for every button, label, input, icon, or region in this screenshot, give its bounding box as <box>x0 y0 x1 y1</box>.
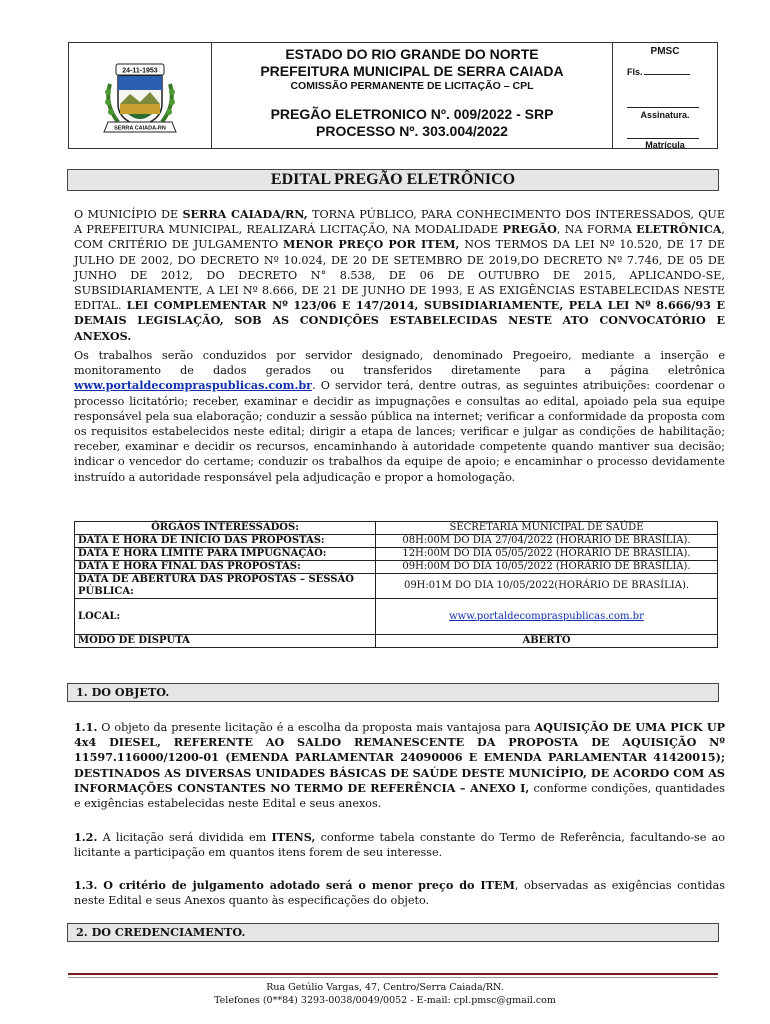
procedure-text: Os trabalhos serão conduzidos por servidor designado, denominado Pregoeiro, mediante a inserção e monitoramento de dados gerados ou transferidos diretamente para a página eletrônica <box>74 349 725 378</box>
item-text: conforme tabela constante do Termo de Referência, facultando-se ao licitante a participação em quantos itens forem de seu interesse. <box>74 831 726 860</box>
intro-text: TORNA PÚBLICO, PARA CONHECIMENTO DOS INTERESSADOS, QUE A PREFEITURA MUNICIPAL, REALIZARÁ LICITAÇÃO, NA MODALIDADE <box>74 208 725 237</box>
procedure-paragraph <box>74 348 725 485</box>
table-key: DATA E HORA LIMITE PARA IMPUGNAÇÃO: <box>75 548 376 561</box>
item-bold: 1.3. O critério de julgamento adotado será o menor preço do ITEM <box>74 878 515 892</box>
item-number: 1.2. <box>74 830 98 844</box>
item-text: conforme condições, quantidades e exigências estabelecidas neste Edital e seus anexos. <box>74 781 725 811</box>
item-number: 1.1. <box>74 720 98 734</box>
footer-divider-thin <box>68 977 718 978</box>
signature-line <box>627 107 699 108</box>
intro-text: O MUNICÍPIO DE <box>74 208 183 221</box>
municipal-coat-of-arms <box>69 43 212 148</box>
header-stamp-box <box>613 43 717 148</box>
table-value: 12H:00M DO DIA 05/05/2022 (HORÁRIO DE BRASÍLIA). <box>376 548 718 561</box>
intro-paragraph <box>74 207 725 344</box>
info-table <box>74 521 718 648</box>
table-row <box>75 522 718 535</box>
footer-divider <box>68 973 718 975</box>
coat-of-arms-icon <box>98 54 182 138</box>
table-key: MODO DE DISPUTA <box>75 635 376 648</box>
table-key: LOCAL: <box>75 599 376 635</box>
table-row <box>75 548 718 561</box>
pmsc-label: PMSC <box>650 46 680 57</box>
table-key: DATA E HORA DE INÍCIO DAS PROPOSTAS: <box>75 535 376 548</box>
item-text: A licitação será dividida em <box>97 831 272 844</box>
portal-link[interactable]: www.portaldecompraspublicas.com.br <box>74 378 313 393</box>
table-key: DATA DE ABERTURA DAS PROPOSTAS – SESSÃO PÚBLICA: <box>75 574 376 599</box>
table-value: SECRETARIA MUNICIPAL DE SAÚDE <box>376 522 718 535</box>
table-value: 08H:00M DO DIA 27/04/2022 (HORÁRIO DE BRASÍLIA). <box>376 535 718 548</box>
table-row <box>75 599 718 635</box>
local-link[interactable]: www.portaldecompraspublicas.com.br <box>449 610 644 622</box>
table-row <box>75 535 718 548</box>
intro-bold: MENOR PREÇO POR ITEM, <box>283 237 460 252</box>
state-title: ESTADO DO RIO GRANDE DO NORTE <box>285 46 539 62</box>
table-key: DATA E HORA FINAL DAS PROPOSTAS: <box>75 561 376 574</box>
intro-text: NOS TERMOS DA LEI Nº 10.520, DE 17 DE JULHO DE 2002, DO DECRETO Nº 10.024, DE 20 DE SETEMBRO DE 2019,DO DECRETO Nº 7.746, DE 05 DE JUNHO DE 2012, DO DECRETO N° 8.538, DE 06 DE OUTUBRO DE 2015, APLICANDO-SE, SUBSIDIARIAMENTE, A LEI Nº 8.666, DE 21 DE JUNHO DE 1993, E AS EXIGÊNCIAS ESTABELECIDAS NESTE EDITAL. <box>74 238 725 313</box>
document-header <box>68 42 718 149</box>
item-1-2 <box>74 830 725 860</box>
item-text: O objeto da presente licitação é a escolha da proposta mais vantajosa para <box>97 721 535 734</box>
process-number: PROCESSO Nº. 303.004/2022 <box>316 123 508 139</box>
commission-title: COMISSÃO PERMANENTE DE LICITAÇÃO – CPL <box>290 80 534 92</box>
table-value: 09H:00M DO DIA 10/05/2022 (HORÁRIO DE BRASÍLIA). <box>376 561 718 574</box>
intro-bold: PREGÃO <box>502 222 557 237</box>
footer-contacts: Telefones (0**84) 3293-0038/0049/0052 - E-mail: cpl.pmsc@gmail.com <box>214 995 556 1006</box>
edital-title: EDITAL PREGÃO ELETRÔNICO <box>67 169 719 191</box>
intro-text: , NA FORMA <box>556 223 637 237</box>
intro-bold: ELETRÔNICA <box>636 222 722 237</box>
intro-bold: SERRA CAIADA/RN, <box>182 207 308 221</box>
intro-text: , COM CRITÉRIO DE JULGAMENTO <box>74 223 725 252</box>
table-row <box>75 561 718 574</box>
procedure-text: . O servidor terá, dentre outras, as seguintes atribuições: coordenar o processo licitatório; receber, examinar e decidir as impugnações e consultas ao edital, apoiado pela sua equipe responsável pela sua elaboração; conduzir a sessão pública na internet; verificar a conformidade da proposta com os requisitos estabelecidos neste edital; dirigir a etapa de lances; verificar e julgar as condições de habilitação; receber, examinar e decidir os recursos, encaminhando à autoridade competente quando mantiver sua decisão; indicar o vencedor do certame; conduzir os trabalhos da equipe de apoio; e encaminhar o processo devidamente instruído a autoridade responsável pela adjudicação e propor a homologação. <box>74 379 725 484</box>
fls-field <box>627 67 690 77</box>
section-objeto-heading: 1. DO OBJETO. <box>67 683 719 702</box>
matricula-line <box>627 138 699 139</box>
table-row <box>75 635 718 648</box>
item-1-1 <box>74 720 725 811</box>
section-credenciamento-heading: 2. DO CREDENCIAMENTO. <box>67 923 719 942</box>
table-value: ABERTO <box>376 635 718 648</box>
fls-label: Fls. <box>627 67 643 77</box>
logo-date-text: 24-11-1953 <box>122 67 158 74</box>
item-bold: ITENS, <box>271 830 316 844</box>
prefecture-title: PREFEITURA MUNICIPAL DE SERRA CAIADA <box>260 63 564 79</box>
item-text: , observadas as exigências contidas neste Edital e seus Anexos quanto às especificações do objeto. <box>74 879 725 908</box>
item-1-3 <box>74 878 725 908</box>
footer-address: Rua Getúlio Vargas, 47, Centro/Serra Caiada/RN. <box>266 982 504 993</box>
assinatura-label: Assinatura. <box>640 110 690 120</box>
table-value <box>376 599 718 635</box>
table-row <box>75 574 718 599</box>
logo-name-text: SERRA CAIADA-RN <box>114 125 166 131</box>
item-bold: AQUISIÇÃO DE UMA PICK UP 4x4 DIESEL, REFERENTE AO SALDO REMANESCENTE DA PROPOSTA DE AQUISIÇÃO Nº 11597.116000/1200-01 (EMENDA PARLAMENTAR 24090006 E EMENDA PARLAMENTAR 41420015); DESTINADOS AS DIVERSAS UNIDADES BÁSICAS DE SAÚDE DESTE MUNICÍPIO, DE ACORDO COM AS INFORMAÇÕES CONSTANTES NO TERMO DE REFERÊNCIA – ANEXO I, <box>74 720 725 795</box>
pregao-number: PREGÃO ELETRONICO Nº. 009/2022 - SRP <box>270 106 554 122</box>
table-value: 09H:01M DO DIA 10/05/2022(HORÁRIO DE BRASÍLIA). <box>376 574 718 599</box>
intro-bold: LEI COMPLEMENTAR Nº 123/06 E 147/2014, SUBSIDIARIAMENTE, PELA LEI Nº 8.666/93 E DEMAIS LEGISLAÇÃO, SOB AS CONDIÇÕES ESTABELECIDAS NESTE ATO CONVOCATÓRIO E ANEXOS. <box>74 298 725 343</box>
table-key: ÓRGÃOS INTERESSADOS: <box>75 522 376 535</box>
matricula-label: Matrícula <box>645 140 685 150</box>
header-titles <box>212 43 613 148</box>
